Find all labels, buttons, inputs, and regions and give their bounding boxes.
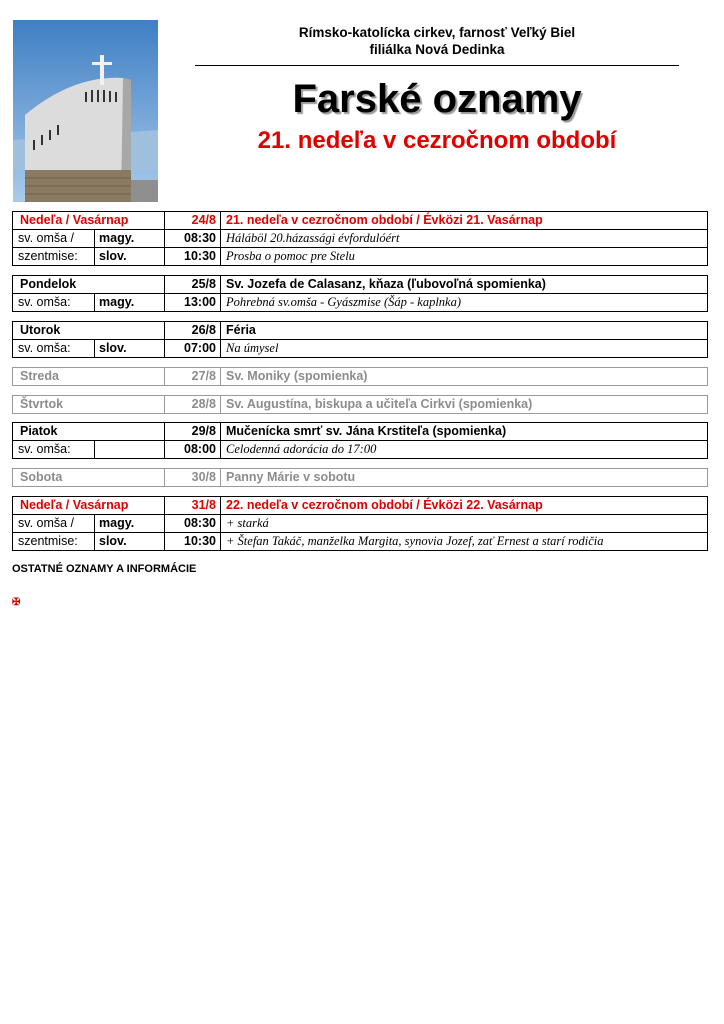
day-table-tue xyxy=(12,321,708,358)
day-description: Sv. Moniky (spomienka) xyxy=(226,369,368,383)
day-table-wed xyxy=(12,367,708,386)
mass-label: szentmise: xyxy=(13,248,95,265)
day-description: Sv. Jozefa de Calasanz, kňaza (ľubovoľná spomienka) xyxy=(226,277,546,291)
mass-language: magy. xyxy=(99,231,135,245)
day-date: 26/8 xyxy=(165,322,221,339)
day-date: 30/8 xyxy=(165,469,221,486)
org-line-1: Rímsko-katolícka cirkev, farnosť Veľký Biel xyxy=(298,25,576,40)
table-row xyxy=(13,469,707,486)
day-description: 21. nedeľa v cezročnom období / Évközi 21. Vasárnap xyxy=(226,213,543,227)
page-subtitle: 21. nedeľa v cezročnom období xyxy=(257,127,617,154)
mass-label: szentmise: xyxy=(13,533,95,550)
day-description: 22. nedeľa v cezročnom období / Évközi 22. Vasárnap xyxy=(226,498,543,512)
table-row xyxy=(13,247,707,265)
day-name: Streda xyxy=(13,368,165,385)
table-row xyxy=(13,229,707,247)
mass-intention: Háláböl 20.házassági évfordulóért xyxy=(226,231,400,245)
day-date: 29/8 xyxy=(165,423,221,440)
mass-language: magy. xyxy=(99,295,135,309)
mass-time: 10:30 xyxy=(165,533,221,550)
org-line-2: filiálka Nová Dedinka xyxy=(369,42,505,57)
mass-time: 13:00 xyxy=(165,294,221,311)
mass-language: magy. xyxy=(99,516,135,530)
day-name: Pondelok xyxy=(13,276,165,293)
mass-time: 08:30 xyxy=(165,230,221,247)
page-title: Farské oznamy xyxy=(292,77,582,121)
day-date: 28/8 xyxy=(165,396,221,413)
day-name: Sobota xyxy=(13,469,165,486)
day-table-thu xyxy=(12,395,708,414)
day-name: Utorok xyxy=(13,322,165,339)
table-row xyxy=(13,276,707,293)
day-table-sun1 xyxy=(12,211,708,266)
table-row xyxy=(13,440,707,458)
table-row xyxy=(13,514,707,532)
day-description: Féria xyxy=(226,323,256,337)
mass-language xyxy=(95,441,164,458)
table-row xyxy=(13,322,707,339)
day-description: Mučenícka smrť sv. Jána Krstiteľa (spomienka) xyxy=(226,424,507,438)
day-table-mon xyxy=(12,275,708,312)
day-name: Piatok xyxy=(13,423,165,440)
day-date: 27/8 xyxy=(165,368,221,385)
table-row xyxy=(13,293,707,311)
other-announcements-heading: OSTATNÉ OZNAMY A INFORMÁCIE xyxy=(12,563,197,575)
mass-language: slov. xyxy=(99,249,127,263)
day-name: Nedeľa / Vasárnap xyxy=(13,497,165,514)
header xyxy=(195,24,679,155)
mass-time: 07:00 xyxy=(165,340,221,357)
mass-language: slov. xyxy=(99,341,127,355)
mass-label: sv. omša / xyxy=(13,230,95,247)
mass-time: 08:00 xyxy=(165,441,221,458)
day-name: Štvrtok xyxy=(13,396,165,413)
day-table-fri xyxy=(12,422,708,459)
mass-label: sv. omša: xyxy=(13,294,95,311)
mass-intention: + Štefan Takáč, manželka Margita, synovia Jozef, zať Ernest a starí rodičia xyxy=(226,534,604,548)
day-date: 24/8 xyxy=(165,212,221,229)
mass-intention: Celodenná adorácia do 17:00 xyxy=(226,442,377,456)
day-date: 31/8 xyxy=(165,497,221,514)
day-date: 25/8 xyxy=(165,276,221,293)
mass-time: 10:30 xyxy=(165,248,221,265)
table-row xyxy=(13,423,707,440)
day-description: Sv. Augustína, biskupa a učiteľa Cirkvi (spomienka) xyxy=(226,397,533,411)
mass-intention: Prosba o pomoc pre Stelu xyxy=(226,249,355,263)
mass-intention: + starká xyxy=(226,516,269,530)
day-table-sun2 xyxy=(12,496,708,551)
header-divider xyxy=(195,65,679,66)
table-row xyxy=(13,212,707,229)
mass-intention: Pohrebná sv.omša - Gyászmise (Šáp - kaplnka) xyxy=(226,295,462,309)
day-name: Nedeľa / Vasárnap xyxy=(13,212,165,229)
mass-time: 08:30 xyxy=(165,515,221,532)
table-row xyxy=(13,368,707,385)
mass-language: slov. xyxy=(99,534,127,548)
table-row xyxy=(13,339,707,357)
mass-label: sv. omša: xyxy=(13,340,95,357)
church-photo xyxy=(13,20,158,202)
mass-label: sv. omša: xyxy=(13,441,95,458)
mass-label: sv. omša / xyxy=(13,515,95,532)
table-row xyxy=(13,497,707,514)
day-table-sat xyxy=(12,468,708,487)
table-row xyxy=(13,532,707,550)
table-row xyxy=(13,396,707,413)
cross-bullet-icon: ✠ xyxy=(12,597,21,608)
mass-intention: Na úmysel xyxy=(226,341,279,355)
day-description: Panny Márie v sobotu xyxy=(226,470,356,484)
